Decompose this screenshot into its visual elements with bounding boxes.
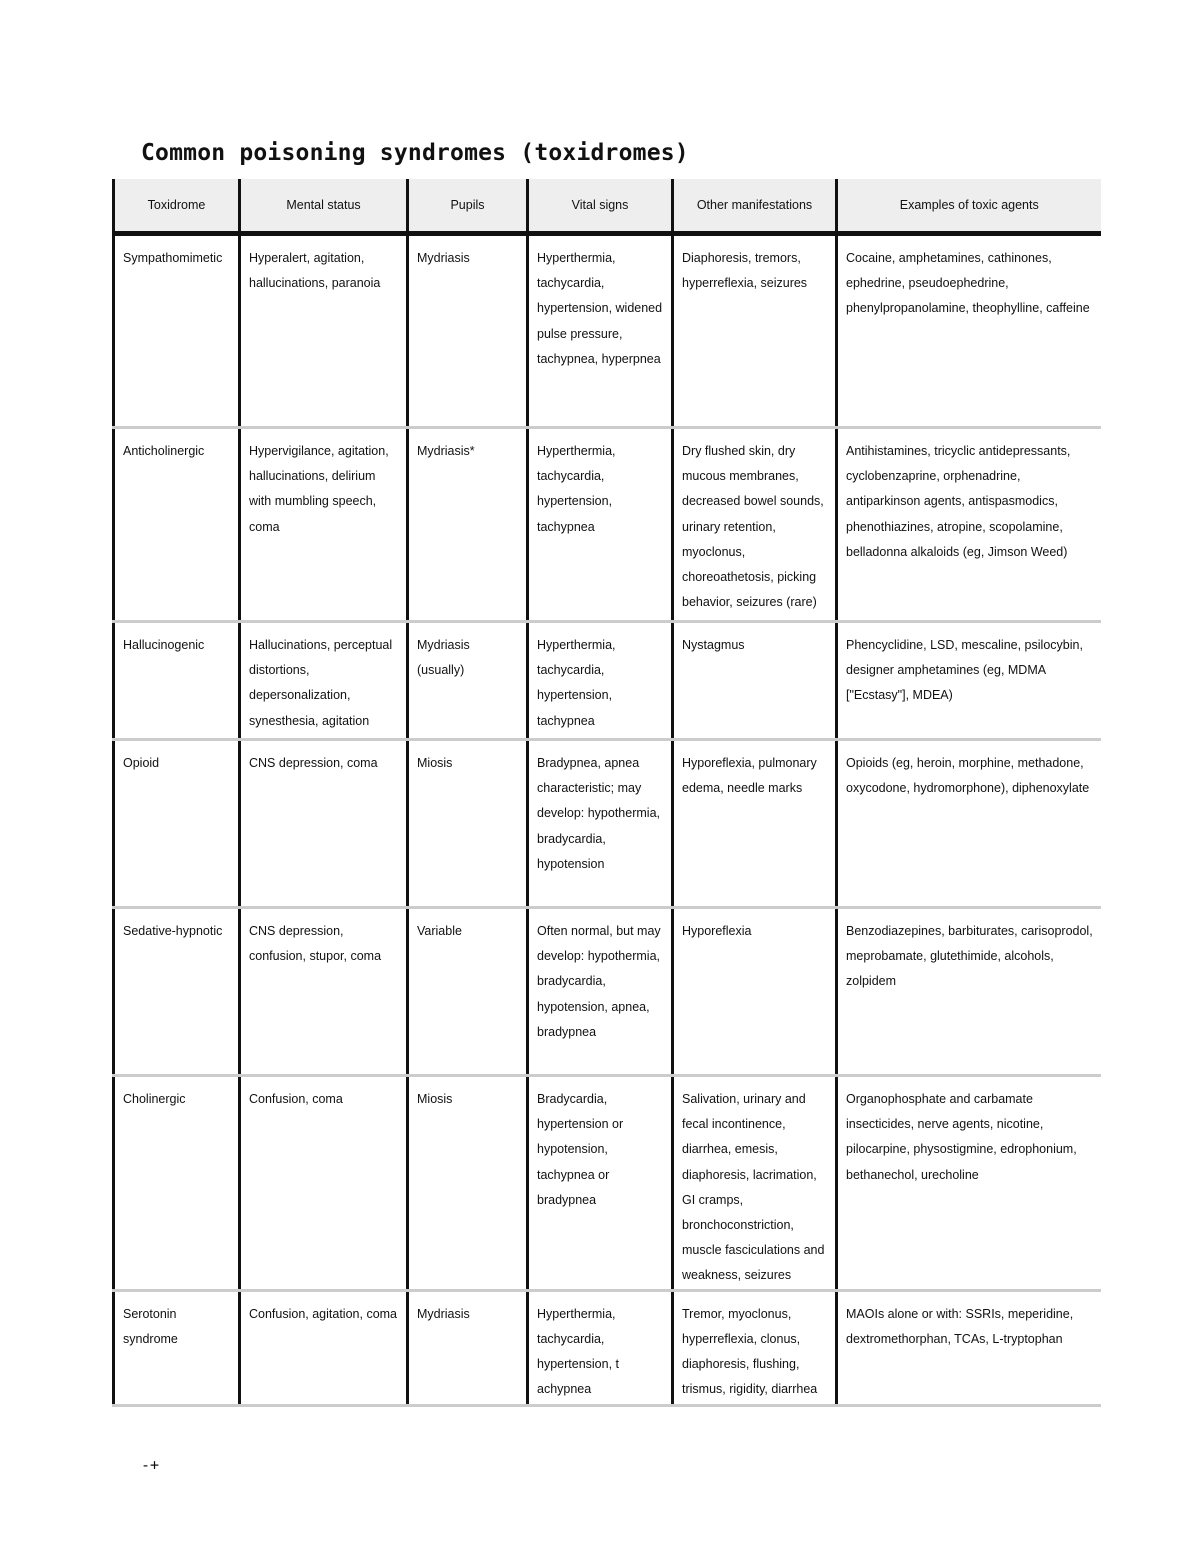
cell-examples: Antihistamines, tricyclic antidepressants, cyclobenzaprine, orphenadrine, antiparkinson agents, antispasmodics, phenothiazines, atropine, scopolamine, belladonna alkaloids (eg, Jimson Weed) bbox=[837, 428, 1101, 622]
cell-mental-status: CNS depression, coma bbox=[240, 740, 408, 908]
cell-toxidrome: Sympathomimetic bbox=[114, 234, 240, 428]
cell-toxidrome: Sedative-hypnotic bbox=[114, 908, 240, 1076]
toxidrome-table bbox=[112, 179, 1101, 1407]
cell-mental-status: CNS depression, confusion, stupor, coma bbox=[240, 908, 408, 1076]
cell-toxidrome: Anticholinergic bbox=[114, 428, 240, 622]
cell-mental-status: Confusion, coma bbox=[240, 1076, 408, 1291]
cell-pupils: Miosis bbox=[408, 740, 528, 908]
cell-other-manifestations: Tremor, myoclonus, hyperreflexia, clonus, diaphoresis, flushing, trismus, rigidity, diarrhea bbox=[673, 1290, 837, 1405]
table-row bbox=[114, 1290, 1101, 1405]
table-row bbox=[114, 740, 1101, 908]
cell-vital-signs: Bradycardia, hypertension or hypotension, tachypnea or bradypnea bbox=[528, 1076, 673, 1291]
cell-other-manifestations: Diaphoresis, tremors, hyperreflexia, seizures bbox=[673, 234, 837, 428]
cell-vital-signs: Hyperthermia, tachycardia, hypertension, tachypnea bbox=[528, 428, 673, 622]
cell-mental-status: Hallucinations, perceptual distortions, depersonalization, synesthesia, agitation bbox=[240, 622, 408, 740]
cell-examples: MAOIs alone or with: SSRIs, meperidine, dextromethorphan, TCAs, L-tryptophan bbox=[837, 1290, 1101, 1405]
header-other-manifestations: Other manifestations bbox=[673, 179, 837, 234]
cell-vital-signs: Hyperthermia, tachycardia, hypertension, tachypnea bbox=[528, 622, 673, 740]
cell-vital-signs: Hyperthermia, tachycardia, hypertension, widened pulse pressure, tachypnea, hyperpnea bbox=[528, 234, 673, 428]
cell-examples: Opioids (eg, heroin, morphine, methadone, oxycodone, hydromorphone), diphenoxylate bbox=[837, 740, 1101, 908]
cell-other-manifestations: Nystagmus bbox=[673, 622, 837, 740]
cell-toxidrome: Serotonin syndrome bbox=[114, 1290, 240, 1405]
cell-examples: Benzodiazepines, barbiturates, carisoprodol, meprobamate, glutethimide, alcohols, zolpidem bbox=[837, 908, 1101, 1076]
footer-mark: -+ bbox=[141, 1456, 160, 1474]
cell-examples: Phencyclidine, LSD, mescaline, psilocybin, designer amphetamines (eg, MDMA ["Ecstasy"], MDEA) bbox=[837, 622, 1101, 740]
header-examples: Examples of toxic agents bbox=[837, 179, 1101, 234]
cell-other-manifestations: Hyporeflexia, pulmonary edema, needle marks bbox=[673, 740, 837, 908]
cell-other-manifestations: Dry flushed skin, dry mucous membranes, decreased bowel sounds, urinary retention, myoclonus, choreoathetosis, picking behavior, seizures (rare) bbox=[673, 428, 837, 622]
cell-other-manifestations: Hyporeflexia bbox=[673, 908, 837, 1076]
table-row bbox=[114, 622, 1101, 740]
cell-mental-status: Hyperalert, agitation, hallucinations, paranoia bbox=[240, 234, 408, 428]
header-mental-status: Mental status bbox=[240, 179, 408, 234]
cell-pupils: Mydriasis bbox=[408, 1290, 528, 1405]
cell-pupils: Variable bbox=[408, 908, 528, 1076]
table-row bbox=[114, 1076, 1101, 1291]
page-title: Common poisoning syndromes (toxidromes) bbox=[141, 140, 689, 166]
table-row bbox=[114, 908, 1101, 1076]
cell-toxidrome: Cholinergic bbox=[114, 1076, 240, 1291]
cell-pupils: Mydriasis bbox=[408, 234, 528, 428]
table-row bbox=[114, 428, 1101, 622]
cell-pupils: Mydriasis* bbox=[408, 428, 528, 622]
cell-vital-signs: Bradypnea, apnea characteristic; may develop: hypothermia, bradycardia, hypotension bbox=[528, 740, 673, 908]
cell-toxidrome: Opioid bbox=[114, 740, 240, 908]
cell-pupils: Mydriasis (usually) bbox=[408, 622, 528, 740]
header-pupils: Pupils bbox=[408, 179, 528, 234]
header-toxidrome: Toxidrome bbox=[114, 179, 240, 234]
cell-examples: Cocaine, amphetamines, cathinones, ephedrine, pseudoephedrine, phenylpropanolamine, theophylline, caffeine bbox=[837, 234, 1101, 428]
table-row bbox=[114, 234, 1101, 428]
cell-other-manifestations: Salivation, urinary and fecal incontinence, diarrhea, emesis, diaphoresis, lacrimation, GI cramps, bronchoconstriction, muscle fasciculations and weakness, seizures bbox=[673, 1076, 837, 1291]
cell-pupils: Miosis bbox=[408, 1076, 528, 1291]
cell-mental-status: Hypervigilance, agitation, hallucinations, delirium with mumbling speech, coma bbox=[240, 428, 408, 622]
header-vital-signs: Vital signs bbox=[528, 179, 673, 234]
cell-vital-signs: Hyperthermia, tachycardia, hypertension, t achypnea bbox=[528, 1290, 673, 1405]
table-header-row bbox=[114, 179, 1101, 234]
cell-vital-signs: Often normal, but may develop: hypothermia, bradycardia, hypotension, apnea, bradypnea bbox=[528, 908, 673, 1076]
cell-toxidrome: Hallucinogenic bbox=[114, 622, 240, 740]
cell-examples: Organophosphate and carbamate insecticides, nerve agents, nicotine, pilocarpine, physostigmine, edrophonium, bethanechol, urecholine bbox=[837, 1076, 1101, 1291]
cell-mental-status: Confusion, agitation, coma bbox=[240, 1290, 408, 1405]
